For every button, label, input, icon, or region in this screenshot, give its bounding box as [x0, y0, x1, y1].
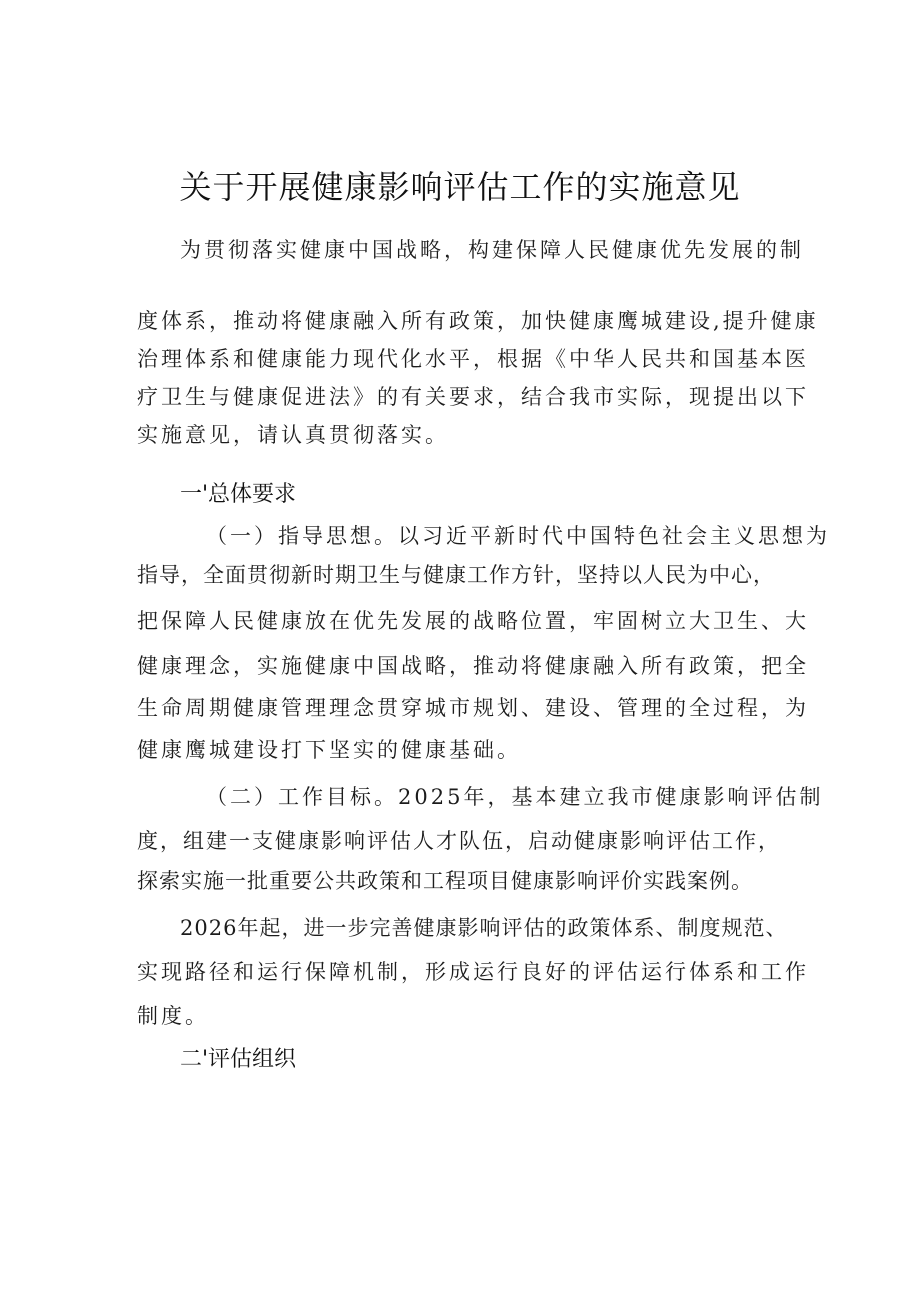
paragraph-line: 指导，全面贯彻新时期卫生与健康工作方针，坚持以人民为中心， [137, 563, 775, 587]
document-title: 关于开展健康影响评估工作的实施意见 [179, 168, 741, 206]
paragraph-line: 为贯彻落实健康中国战略，构建保障人民健康优先发展的制 [180, 238, 804, 262]
section-heading: 一'总体要求 [180, 482, 297, 507]
paragraph-line: 健康鹰城建设打下坚实的健康基础。 [137, 738, 521, 762]
paragraph-line: （二）工作目标。2025年，基本建立我市健康影响评估制 [206, 785, 824, 809]
paragraph-line: 实现路径和运行保障机制，形成运行良好的评估运行体系和工作 [137, 960, 809, 984]
paragraph-line: 生命周期健康管理理念贯穿城市规划、建设、管理的全过程，为 [137, 696, 809, 720]
paragraph-line: 健康理念，实施健康中国战略，推动将健康融入所有政策，把全 [137, 654, 809, 678]
paragraph-line: 探索实施一批重要公共政策和工程项目健康影响评价实践案例。 [137, 869, 753, 893]
paragraph-line: 治理体系和健康能力现代化水平，根据《中华人民共和国基本医 [137, 347, 809, 371]
section-heading: 二'评估组织 [180, 1047, 297, 1072]
paragraph-line: （一）指导思想。以习近平新时代中国特色社会主义思想为 [206, 524, 830, 548]
paragraph-line: 把保障人民健康放在优先发展的战略位置，牢固树立大卫生、大 [137, 609, 809, 633]
paragraph-line: 疗卫生与健康促进法》的有关要求，结合我市实际，现提出以下 [137, 385, 809, 409]
paragraph-line: 度，组建一支健康影响评估人才队伍，启动健康影响评估工作， [137, 829, 781, 853]
paragraph-line: 实施意见，请认真贯彻落实。 [137, 423, 449, 447]
paragraph-line: 制度。 [137, 1004, 209, 1028]
paragraph-line: 2026年起，进一步完善健康影响评估的政策体系、制度规范、 [180, 916, 788, 940]
paragraph-line: 度体系，推动将健康融入所有政策，加快健康鹰城建设,提升健康 [137, 309, 819, 333]
